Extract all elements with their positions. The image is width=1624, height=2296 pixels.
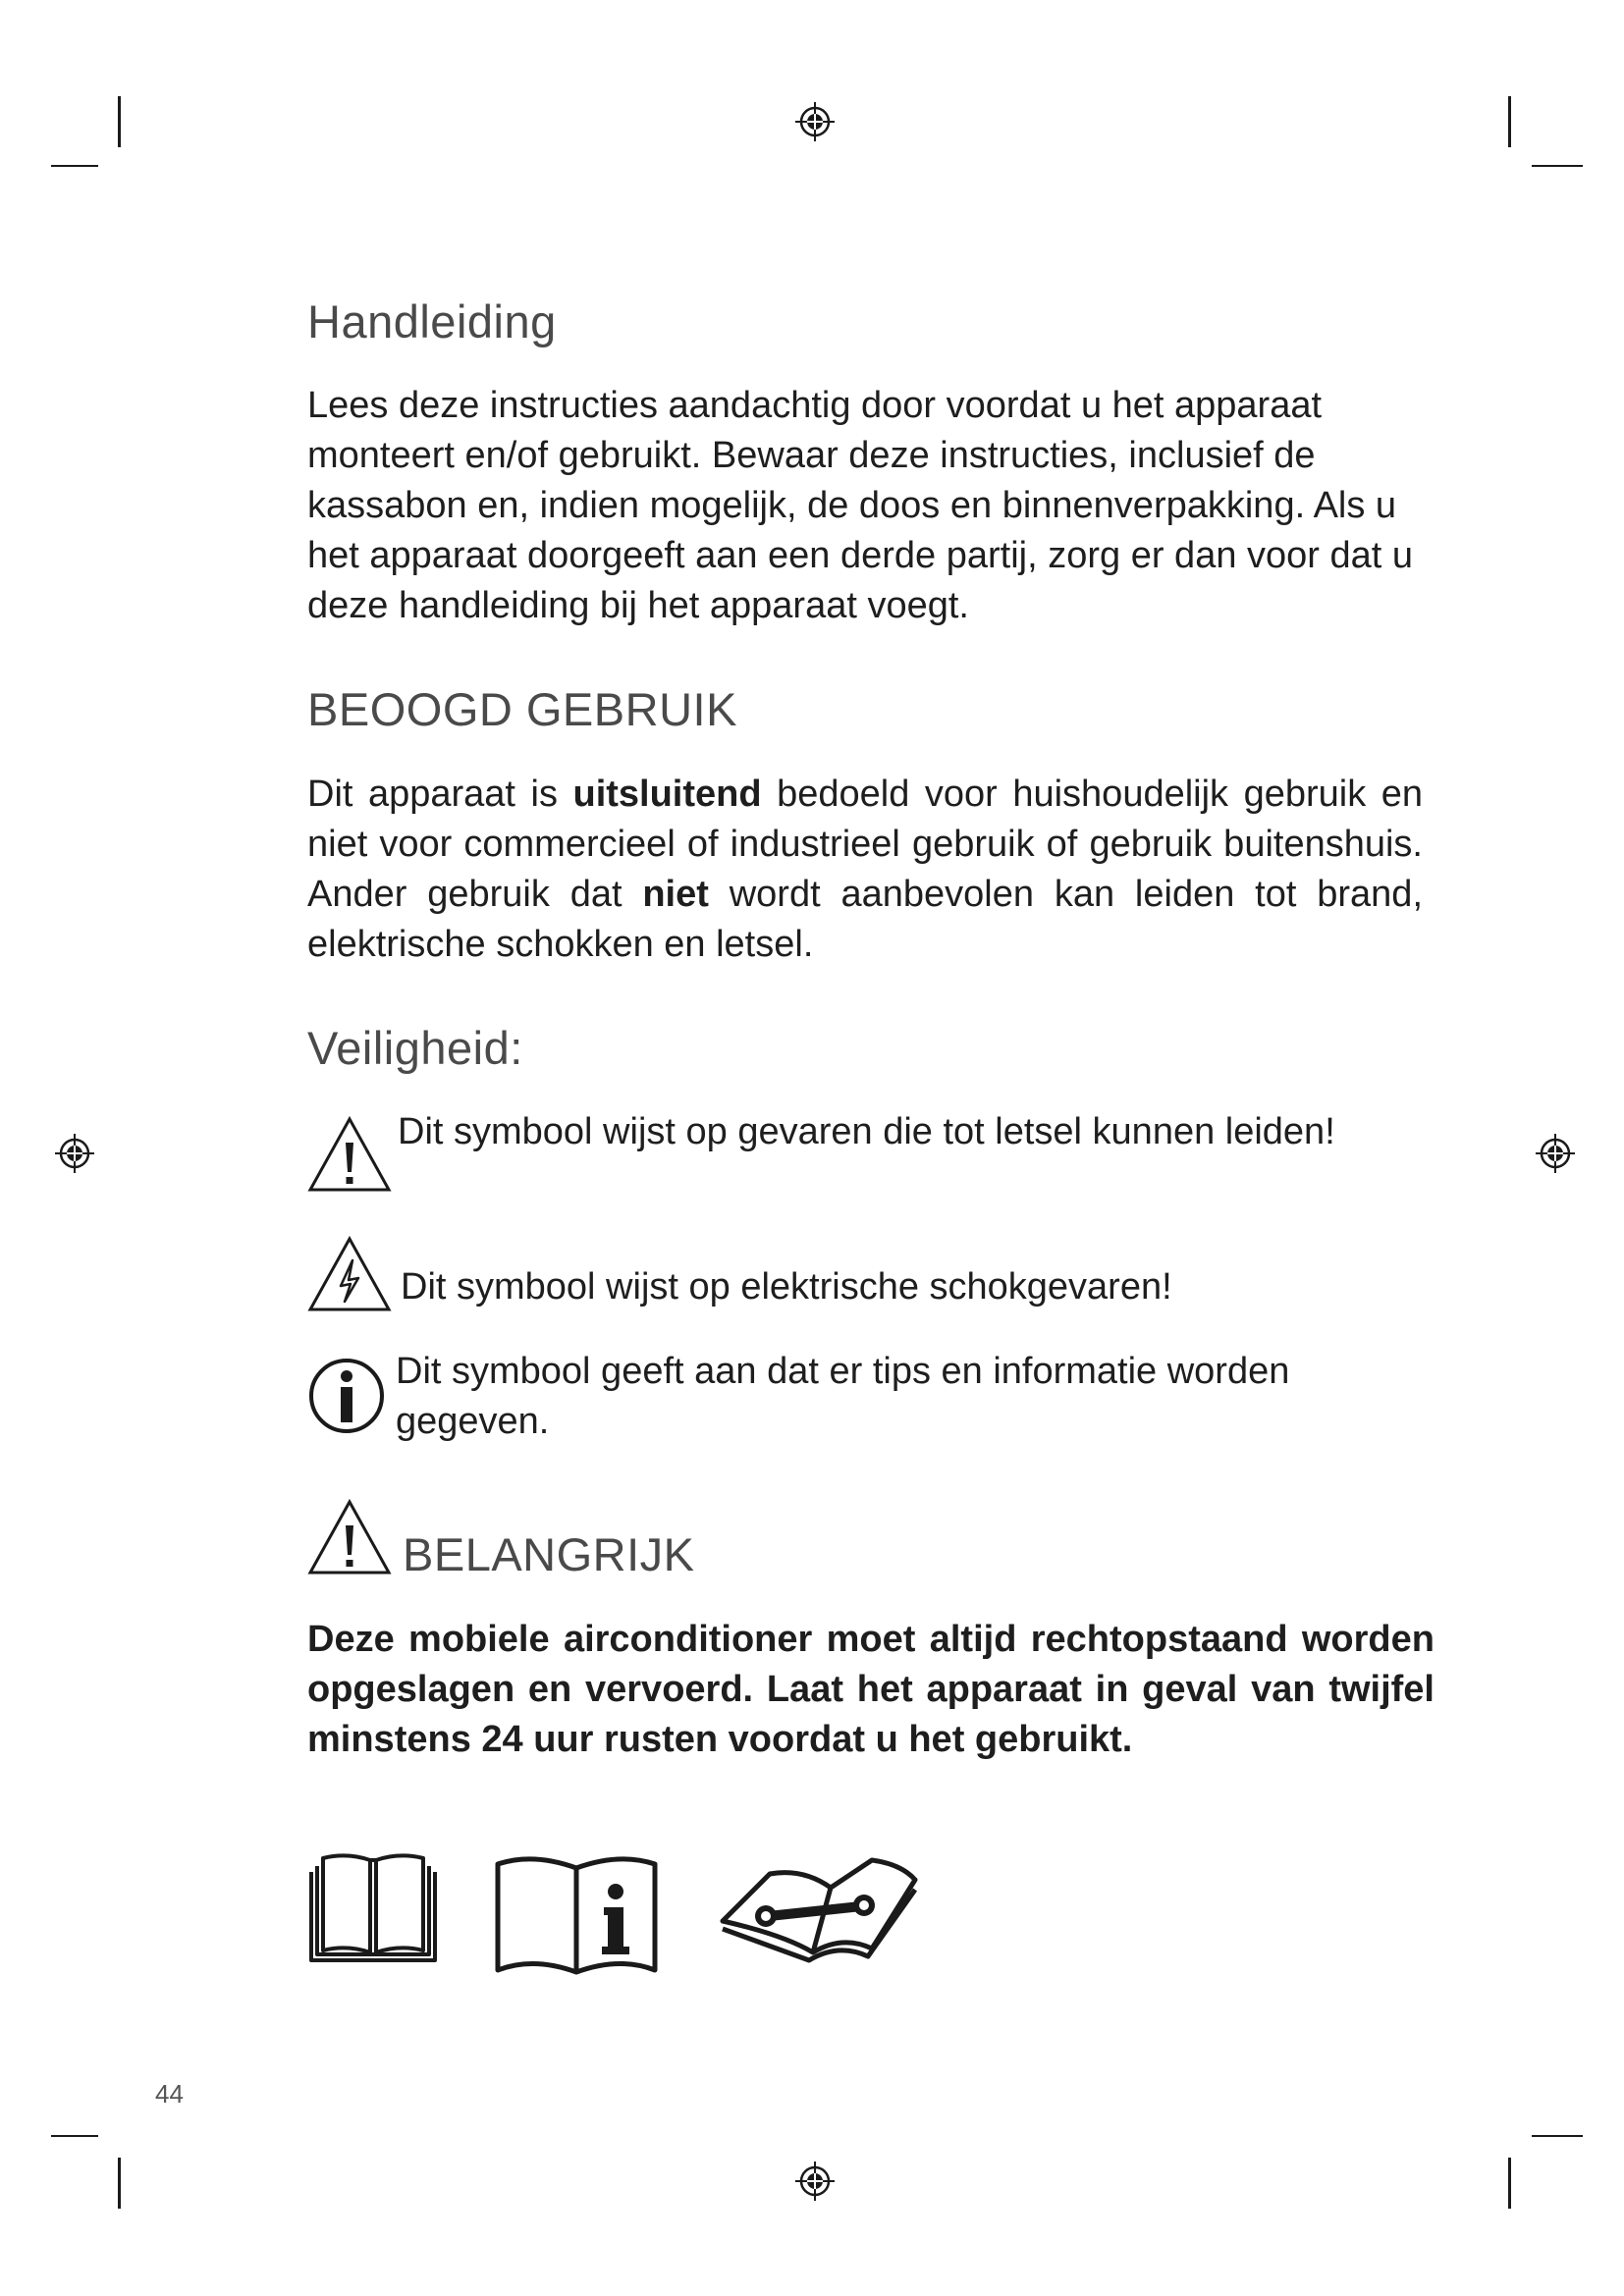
intended-use-paragraph xyxy=(307,770,1423,970)
service-manual-icon xyxy=(715,1850,921,1973)
manual-info-icon xyxy=(494,1850,661,1978)
info-circle-icon xyxy=(307,1357,386,1435)
important-heading: BELANGRIJK xyxy=(403,1528,695,1580)
crop-mark xyxy=(118,96,121,147)
page-title: Handleiding xyxy=(307,295,557,347)
crop-mark xyxy=(1508,2158,1511,2209)
electric-shock-icon xyxy=(307,1235,392,1313)
safety-item xyxy=(307,1235,1436,1313)
intro-paragraph: Lees deze instructies aandachtig door voordat u het apparaat monteert en/of gebruikt. Bewaar deze instructies, inclusief de kassabon en, indien mogelijk, de doos en binnenverpakking. Als u het apparaat doorgeeft aan een derde partij, zorg er dan voor dat u deze handleiding bij het apparaat voegt. xyxy=(307,385,1414,626)
registration-mark-icon xyxy=(793,100,837,143)
crop-mark xyxy=(51,165,98,167)
crop-mark xyxy=(1532,2135,1583,2137)
warning-triangle-icon xyxy=(307,1498,392,1576)
intended-use-text: Dit apparaat is xyxy=(307,774,573,815)
safety-item-text: Dit symbool geeft aan dat er tips en informatie worden gegeven. xyxy=(396,1351,1290,1442)
important-heading-row xyxy=(307,1498,1436,1586)
safety-item-text: Dit symbool wijst op elektrische schokgevaren! xyxy=(401,1266,1172,1308)
page-number: 44 xyxy=(155,2079,184,2109)
important-paragraph: Deze mobiele airconditioner moet altijd rechtopstaand worden opgeslagen en vervoerd. Laat het apparaat in geval van twijfel minstens 24 uur rusten voordat u het gebruikt. xyxy=(307,1619,1435,1760)
safety-item xyxy=(307,1347,1436,1455)
registration-mark-icon xyxy=(793,2160,837,2203)
intended-use-emphasis: uitsluitend xyxy=(572,774,762,815)
crop-mark xyxy=(51,2135,98,2137)
warning-triangle-icon xyxy=(307,1115,392,1194)
intended-use-text: bedoeld voor huishoudelijk gebruik en niet voor commercieel of industrieel gebruik of gebruik buitenshuis. Ander gebruik dat xyxy=(307,774,1423,915)
registration-mark-icon xyxy=(1534,1132,1577,1175)
read-manual-icon xyxy=(307,1850,439,1968)
safety-heading: Veiligheid: xyxy=(307,1022,523,1074)
crop-mark xyxy=(1508,96,1511,147)
safety-item-text: Dit symbool wijst op gevaren die tot letsel kunnen leiden! xyxy=(398,1111,1335,1152)
safety-item xyxy=(307,1107,1436,1215)
crop-mark xyxy=(118,2158,121,2209)
intended-use-text: wordt aanbevolen kan leiden tot brand, elektrische schokken en letsel. xyxy=(307,874,1423,965)
crop-mark xyxy=(1532,165,1583,167)
registration-mark-icon xyxy=(53,1132,96,1175)
intended-use-heading: BEOOGD GEBRUIK xyxy=(307,683,737,735)
intended-use-emphasis: niet xyxy=(642,874,709,915)
